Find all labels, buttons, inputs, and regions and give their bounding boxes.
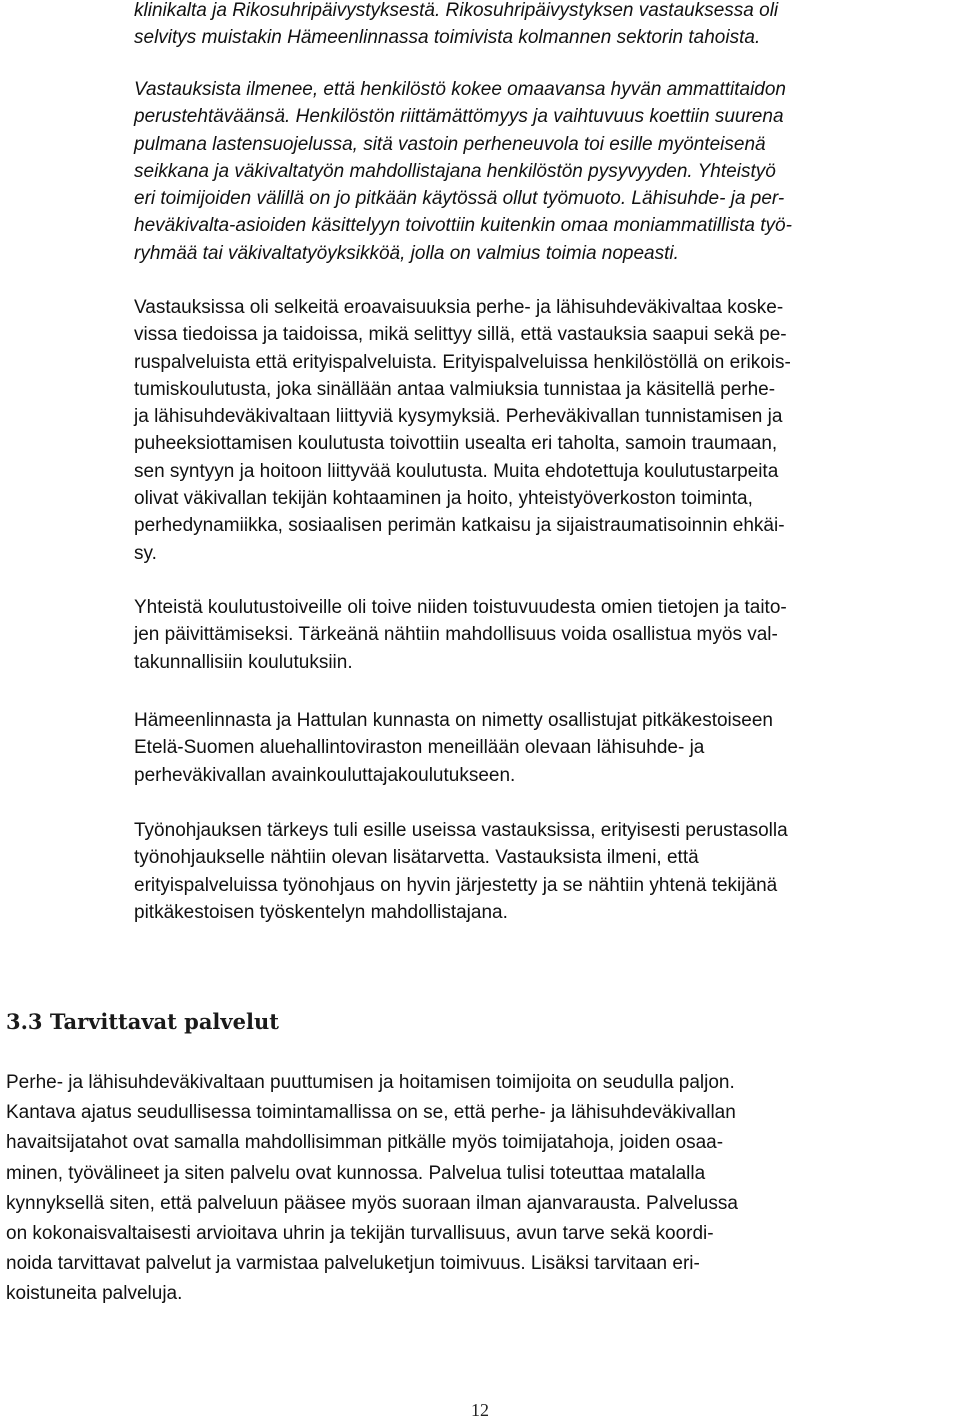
text-line: perustehtäväänsä. Henkilöstön riittämättömyys ja vaihtuvuus koettiin suurena [134,106,784,128]
text-line: koistuneita palveluja. [6,1283,183,1305]
text-line: Yhteistä koulutustoiveille oli toive niiden toistuvuudesta omien tietojen ja taito- [134,597,787,618]
text-line: Vastauksissa oli selkeitä eroavaisuuksia perhe- ja lähisuhdeväkivaltaa koske- [134,297,784,318]
text-line: pulmana lastensuojelussa, sitä vastoin perheneuvola toi esille myönteisenä [134,133,766,155]
supervision-paragraph [134,817,954,926]
text-line: takunnallisiin koulutuksiin. [134,651,353,673]
text-line: selvitys muistakin Hämeenlinnassa toimivista kolmannen sektorin tahoista. [134,27,761,49]
text-line: erityispalveluissa työnohjaus on hyvin järjestetty ja se nähtiin yhtenä tekijänä [134,874,778,896]
text-line: olivat väkivallan tekijän kohtaaminen ja hoito, yhteistyöverkoston toiminta, [134,488,753,510]
text-line: pitkäkestoisen työskentelyn mahdollistajana. [134,901,508,923]
text-line: havaitsijatahot ovat samalla mahdollisimman pitkälle myös toimijatahoja, joiden osaa- [6,1132,724,1154]
text-line: Perhe- ja lähisuhdeväkivaltaan puuttumisen ja hoitamisen toimijoita on seudulla paljon. [6,1072,735,1093]
text-line: eri toimijoiden välillä on jo pitkään käytössä ollut työmuoto. Lähisuhde- ja per- [134,188,785,210]
text-line: heväkivalta-asioiden käsittelyyn toivottiin kuitenkin omaa moniammatillista työ- [134,215,792,237]
text-line: noida tarvittavat palvelut ja varmistaa palveluketjun toimivuus. Lisäksi tarvitaan eri- [6,1253,700,1275]
staff-competence-paragraph [134,76,954,267]
text-line: perhedynamiikka, sosiaalisen perimän katkaisu ja sijaistraumatisoinnin ehkäi- [134,515,785,537]
text-line: sen syntyyn ja hoitoon liittyvää koulutusta. Muita ehdotettuja koulutustarpeita [134,460,779,482]
text-line: työnohjaukselle nähtiin olevan lisätarvetta. Vastauksista ilmeni, että [134,847,699,869]
text-line: klinikalta ja Rikosuhripäivystyksestä. Rikosuhripäivystyksen vastauksessa oli [134,0,779,21]
section-body-paragraph [6,1068,956,1310]
text-line: Kantava ajatus seudullisessa toimintamallissa on se, että perhe- ja lähisuhdeväkivallan [6,1102,736,1124]
section-heading: 3.3 Tarvittavat palvelut [6,1009,279,1034]
text-line: minen, työvälineet ja siten palvelu ovat kunnossa. Palvelua tulisi toteuttaa matalalla [6,1162,706,1184]
key-trainers-paragraph [134,707,954,789]
text-line: kynnyksellä siten, että palveluun pääsee myös suoraan ilman ajanvarausta. Palvelussa [6,1192,738,1214]
text-line: tumiskoulutusta, joka sinällään antaa valmiuksia tunnistaa ja käsitellä perhe- [134,378,776,400]
text-line: seikkana ja väkivaltatyön mahdollistajana henkilöstön pysyvyyden. Yhteistyö [134,160,776,182]
text-line: puheeksiottamisen koulutusta toivottiin usealta eri taholta, samoin traumaan, [134,433,778,455]
text-line: Hämeenlinnasta ja Hattulan kunnasta on nimetty osallistujat pitkäkestoiseen [134,710,773,731]
text-line: vissa tiedoissa ja taidoissa, mikä selittyy sillä, että vastauksia saapui sekä pe- [134,324,787,346]
text-line: ruspalveluista että erityispalveluista. Erityispalveluissa henkilöstöllä on erikois- [134,351,791,373]
common-training-paragraph [134,594,954,676]
text-line: Etelä-Suomen aluehallintoviraston meneillään olevaan lähisuhde- ja [134,737,705,759]
text-line: on kokonaisvaltaisesti arvioitava uhrin ja tekijän turvallisuus, avun tarve sekä koordi- [6,1223,714,1245]
text-line: ryhmää tai väkivaltatyöyksikköä, jolla on valmius toimia nopeasti. [134,242,679,264]
text-line: sy. [134,542,157,564]
text-line: ja lähisuhdeväkivaltaan liittyviä kysymyksiä. Perheväkivallan tunnistamisen ja [134,406,783,428]
text-line: perheväkivallan avainkouluttajakoulutukseen. [134,764,516,786]
text-line: Vastauksista ilmenee, että henkilöstö kokee omaavansa hyvän ammattitaidon [134,79,786,100]
text-line: jen päivittämiseksi. Tärkeänä nähtiin mahdollisuus voida osallistua myös val- [134,624,778,646]
training-needs-paragraph [134,294,954,567]
text-line: Työnohjauksen tärkeys tuli esille useissa vastauksissa, erityisesti perustasolla [134,820,788,841]
page-number: 12 [471,1400,489,1420]
intro-paragraph [134,0,954,52]
